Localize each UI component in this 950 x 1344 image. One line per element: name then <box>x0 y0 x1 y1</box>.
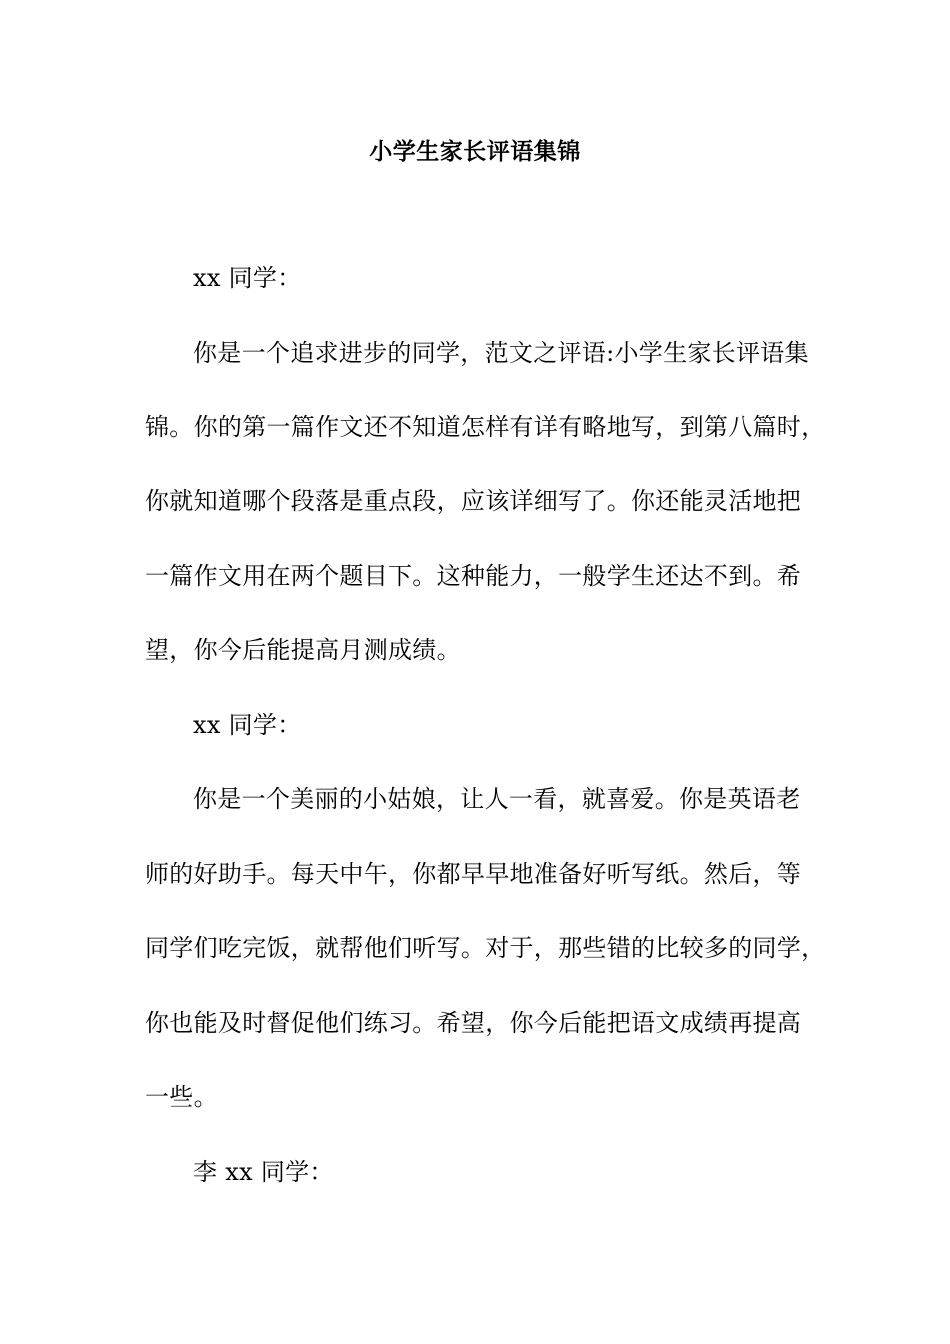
paragraph-line: 一些。 <box>145 1083 218 1111</box>
paragraph-line: 师的好助手。每天中午，你都早早地准备好听写纸。然后，等 <box>145 860 802 888</box>
paragraph-line: 你也能及时督促他们练习。希望，你今后能把语文成绩再提高 <box>145 1009 802 1037</box>
document-title: 小学生家长评语集锦 <box>369 138 581 165</box>
paragraph-line: 你是一个追求进步的同学，范文之评语:小学生家长评语集 <box>193 339 809 367</box>
paragraph-line: 望，你今后能提高月测成绩。 <box>145 636 461 664</box>
salutation-3: 李 xx 同学： <box>193 1158 334 1186</box>
paragraph-line: 同学们吃完饭，就帮他们听写。对于，那些错的比较多的同学， <box>145 934 826 962</box>
paragraph-line: 锦。你的第一篇作文还不知道怎样有详有略地写，到第八篇时， <box>145 413 826 441</box>
paragraph-line: 你就知道哪个段落是重点段，应该详细写了。你还能灵活地把 <box>145 487 802 515</box>
salutation-1: xx 同学： <box>193 264 302 292</box>
salutation-2: xx 同学： <box>193 711 302 739</box>
paragraph-line: 一篇作文用在两个题目下。这种能力，一般学生还达不到。希 <box>145 562 802 590</box>
paragraph-line: 你是一个美丽的小姑娘，让人一看，就喜爱。你是英语老 <box>193 785 801 813</box>
